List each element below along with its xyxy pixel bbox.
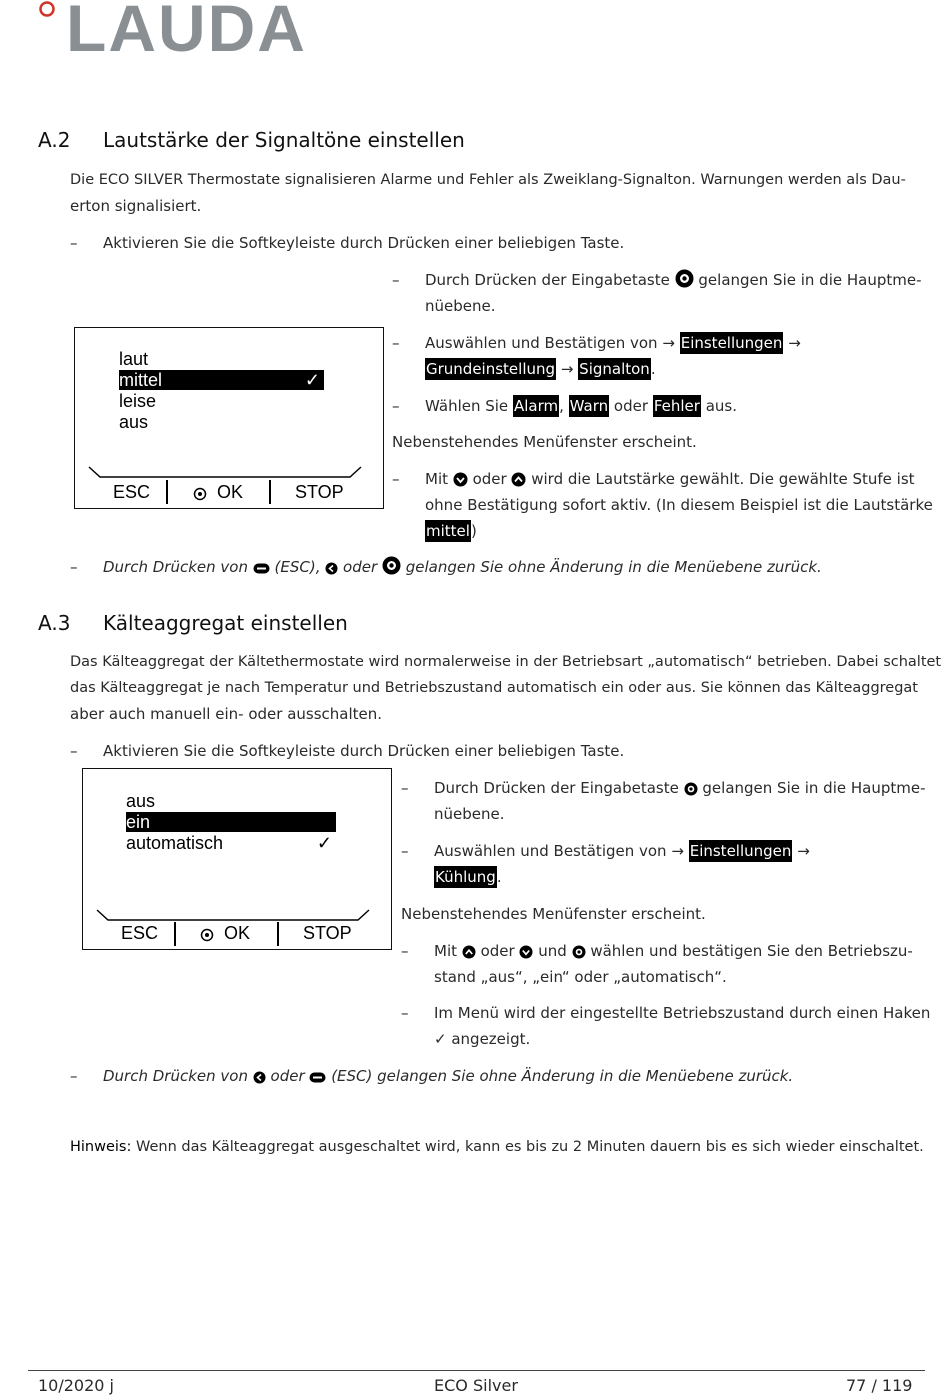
enter-key-icon (572, 945, 586, 959)
check-icon: ✓ (316, 833, 332, 853)
left-key-icon (325, 562, 338, 575)
menu-signalton: Signalton (579, 360, 650, 378)
a3-window-note: Nebenstehendes Menüfenster erscheint. (401, 905, 706, 923)
a2-back-note: Durch Drücken von (ESC), oder gelangen Sie ohne Änderung in die Menüebene zurück. (103, 558, 822, 576)
enter-key-icon (382, 556, 401, 575)
option-alarm: Alarm (513, 397, 559, 415)
softkey-stop[interactable]: STOP (303, 923, 352, 943)
a2-step-select-line1: Auswählen und Bestätigen von → Einstellungen → (425, 334, 801, 352)
arrow-icon: → (788, 334, 801, 352)
check-icon: ✓ (304, 370, 320, 390)
bullet-dash: – (401, 842, 409, 860)
bullet-dash: – (392, 271, 400, 289)
footer-rule (28, 1370, 925, 1371)
a3-intro-line3: aber auch manuell ein- oder ausschalten. (70, 705, 383, 723)
logo-ring-icon (38, 0, 58, 20)
a2-step-with-line3: mittel) (426, 522, 477, 540)
footer-date: 10/2020 j (38, 1376, 114, 1395)
down-key-icon (519, 945, 533, 959)
softkey-divider (166, 480, 168, 504)
a2-intro-line2: erton signalisiert. (70, 197, 202, 215)
a3-step-menu-line2: ✓ angezeigt. (434, 1030, 531, 1048)
lcd-item-automatisch: automatisch ✓ (126, 833, 332, 853)
ok-circle-icon (200, 928, 214, 942)
a3-step-enter-line2: nüebene. (434, 805, 505, 823)
period: . (650, 360, 656, 378)
up-key-icon (462, 945, 476, 959)
option-fehler: Fehler (653, 397, 700, 415)
lcd-item-ein-selected: ein (126, 812, 336, 832)
bullet-dash: – (70, 558, 78, 576)
softkey-ok[interactable]: OK (224, 923, 251, 943)
softkey-divider (174, 922, 176, 946)
hint-text: Wenn das Kälteaggregat ausgeschaltet wird, kann es bis zu 2 Minuten dauern bis es sich wieder einschaltet. (135, 1139, 924, 1155)
option-warn: Warn (569, 397, 609, 415)
softkey-divider (269, 480, 271, 504)
arrow-icon: → (662, 334, 675, 352)
bullet-dash: – (392, 470, 400, 488)
bullet-dash: – (401, 779, 409, 797)
arrow-icon: → (671, 842, 684, 860)
a3-step-enter-line1: Durch Drücken der Eingabetaste gelangen Sie in die Hauptme- (434, 779, 926, 797)
a3-step-with-line2: stand „aus“, „ein“ oder „automatisch“. (434, 968, 727, 986)
a3-step-activate: Aktivieren Sie die Softkeyleiste durch Drücken einer beliebigen Taste. (103, 742, 625, 760)
enter-key-icon (675, 269, 694, 288)
bullet-dash: – (401, 1004, 409, 1022)
example-mittel: mittel (426, 522, 470, 540)
esc-key-icon (309, 1071, 326, 1084)
lcd-item-aus: aus (126, 791, 156, 811)
a2-window-note: Nebenstehendes Menüfenster erscheint. (392, 433, 697, 451)
section-a3-title: Kälteaggregat einstellen (103, 611, 348, 635)
bullet-dash: – (70, 234, 78, 252)
softkey-divider (277, 922, 279, 946)
a2-step-with-line1: Mit oder wird die Lautstärke gewählt. Die gewählte Stufe ist (425, 470, 915, 488)
section-a2-title: Lautstärke der Signaltöne einstellen (103, 128, 465, 152)
bullet-dash: – (70, 742, 78, 760)
a2-step-enter-line1: Durch Drücken der Eingabetaste gelangen Sie in die Hauptme- (425, 271, 922, 289)
a2-intro-line1: Die ECO SILVER Thermostate signalisieren Alarme und Fehler als Zweiklang-Signalton. Warnungen werden als Dau- (70, 172, 906, 188)
section-a3-number: A.3 (38, 611, 71, 635)
left-key-icon (253, 1071, 266, 1084)
comma: , (559, 397, 564, 415)
a3-step-select-line1: Auswählen und Bestätigen von → Einstellungen → (434, 842, 810, 860)
a3-step-select-line2 (434, 864, 502, 890)
logo-text: LAUDA (66, 0, 307, 65)
enter-key-icon (684, 782, 698, 796)
section-a2-number: A.2 (38, 128, 71, 152)
down-key-icon (453, 472, 468, 487)
lcd-item-laut: laut (119, 349, 149, 369)
up-key-icon (511, 472, 526, 487)
a2-step-select-line2 (425, 356, 656, 382)
arrow-icon: → (560, 360, 574, 378)
a3-step-menu-line1: Im Menü wird der eingestellte Betriebszustand durch einen Haken (434, 1004, 931, 1022)
footer-product: ECO Silver (434, 1376, 518, 1395)
a3-back-note: Durch Drücken von oder (ESC) gelangen Sie ohne Änderung in die Menüebene zurück. (103, 1067, 794, 1085)
a2-step-with-line2: ohne Bestätigung sofort aktiv. (In diesem Beispiel ist die Lautstärke (425, 496, 933, 514)
a3-step-with-line1: Mit oder und wählen und bestätigen Sie den Betriebszu- (434, 942, 913, 960)
bullet-dash: – (392, 334, 400, 352)
a2-step-activate: Aktivieren Sie die Softkeyleiste durch Drücken einer beliebigen Taste. (103, 234, 625, 252)
menu-kuehlung: Kühlung (435, 868, 496, 886)
bullet-dash: – (401, 942, 409, 960)
bullet-dash: – (70, 1067, 78, 1085)
a2-step-enter-line2: nüebene. (425, 297, 496, 315)
softkey-esc[interactable]: ESC (121, 923, 159, 943)
lcd-cooling-menu (82, 768, 392, 950)
hint-label: Hinweis: (70, 1139, 132, 1155)
a2-step-choose: Wählen Sie Alarm, Warn oder Fehler aus. (425, 397, 737, 415)
hint-note (70, 1134, 924, 1160)
ok-circle-icon (193, 487, 207, 501)
esc-key-icon (253, 562, 270, 575)
arrow-icon: → (797, 842, 810, 860)
lcd-item-aus: aus (119, 412, 149, 432)
menu-einstellungen: Einstellungen (680, 334, 783, 352)
footer-page-number: 77 / 119 (846, 1376, 913, 1395)
lauda-logo (38, 0, 318, 65)
lcd-item-mittel-selected: mittel ✓ (119, 370, 324, 390)
menu-einstellungen: Einstellungen (689, 842, 792, 860)
check-icon: ✓ (434, 1030, 447, 1048)
a3-intro-line1: Das Kälteaggregat der Kältethermostate wird normalerweise in der Betriebsart „automatisch“ betrieben. Dabei schaltet (70, 654, 942, 670)
a3-intro-line2: das Kälteaggregat je nach Temperatur und Betriebszustand automatisch ein oder aus. Sie können das Kälteaggregat (70, 680, 918, 696)
menu-grundeinstellung: Grundeinstellung (426, 360, 556, 378)
softkey-esc[interactable]: ESC (113, 482, 151, 502)
bullet-dash: – (392, 397, 400, 415)
lcd-volume-menu (74, 327, 384, 509)
period: . (496, 868, 502, 886)
softkey-ok[interactable]: OK (217, 482, 244, 502)
softkey-stop[interactable]: STOP (295, 482, 344, 502)
lcd-item-leise: leise (119, 391, 157, 411)
